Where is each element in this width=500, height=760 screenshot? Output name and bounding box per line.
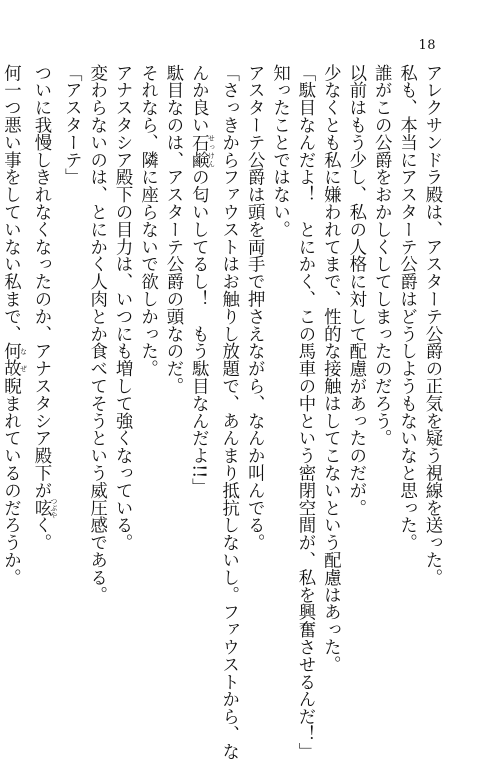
text-segment: 何一つ悪い事をしていない私まで、 — [0, 64, 21, 343]
text-segment: アナスタシア殿下の目力は、いつにも増して強くなっている。 — [112, 64, 133, 552]
text-segment: く。 — [30, 516, 51, 552]
ruby-word — [188, 133, 216, 169]
text-segment: 「アスターテ」 — [61, 64, 82, 186]
text-segment: 睨まれているのだろうか。 — [0, 377, 21, 587]
text-line — [342, 64, 367, 664]
text-segment: 変わらないのは、とにかく人肉とか食べてそうという威圧感である。 — [86, 64, 107, 604]
text-segment: 以前はもう少し、私の人格に対して配慮があったのだが。 — [345, 64, 366, 517]
text-segment: んか良い — [188, 64, 209, 134]
text-segment: 少なくとも私に嫌われてまで、性的な接触はしてこないという配慮はあった。 — [320, 64, 341, 673]
ruby-reading: せっけん — [207, 133, 216, 169]
text-line — [58, 64, 83, 664]
ruby-base: 呟 — [30, 497, 51, 519]
text-line — [393, 64, 418, 664]
text-segment: アスターテ公爵は頭を両手で押さえながら、なんか叫んでる。 — [244, 64, 265, 552]
text-line — [134, 64, 159, 664]
ruby-base: 石鹸 — [188, 133, 209, 169]
text-line — [160, 64, 185, 664]
ruby-base: 何故 — [0, 342, 21, 378]
text-line — [83, 64, 108, 664]
text-segment: 「駄目なんだよ！ とにかく、この馬車の中という密閉空間が、私を興奮させるんだ！」 — [294, 64, 315, 760]
text-line — [419, 64, 444, 664]
text-segment: アレクサンドラ殿は、アスターテ公爵の正気を疑う視線を送った。 — [422, 64, 442, 586]
text-line — [185, 64, 215, 664]
ruby-reading: なぜ — [19, 342, 28, 378]
text-segment: 知ったことではない。 — [269, 64, 290, 238]
text-line — [266, 64, 291, 664]
text-segment: 誰がこの公爵をおかしくしてしまったのだろう。 — [371, 64, 392, 447]
text-segment: 駄目なのは、アスターテ公爵の頭なのだ。 — [162, 64, 183, 395]
text-line — [109, 64, 134, 664]
text-segment: ついに我慢しきれなくなったのか、アナスタシア殿下が — [30, 64, 51, 499]
ruby-word — [30, 497, 58, 519]
ruby-reading: つぶや — [49, 497, 58, 519]
body-text — [0, 64, 444, 760]
text-line — [28, 64, 58, 664]
text-segment: それなら、隣に座らないで欲しかった。 — [137, 64, 158, 378]
page-number: 18 — [418, 38, 436, 53]
text-line — [368, 64, 393, 664]
text-segment: 「さっきからファウストはお触りし放題で、あんまり抵抗しないし。ファウストから、な — [218, 64, 239, 760]
text-segment: 私も、本当にアスターテ公爵はどうしようもないなと思った。 — [396, 64, 417, 552]
text-line — [241, 64, 266, 664]
ruby-word — [0, 342, 28, 378]
text-segment: の匂いしてるし！ もう駄目なんだよ!!」 — [188, 168, 209, 496]
text-line — [292, 64, 317, 760]
text-line — [317, 64, 342, 673]
text-line — [215, 64, 240, 760]
text-line — [0, 64, 28, 664]
